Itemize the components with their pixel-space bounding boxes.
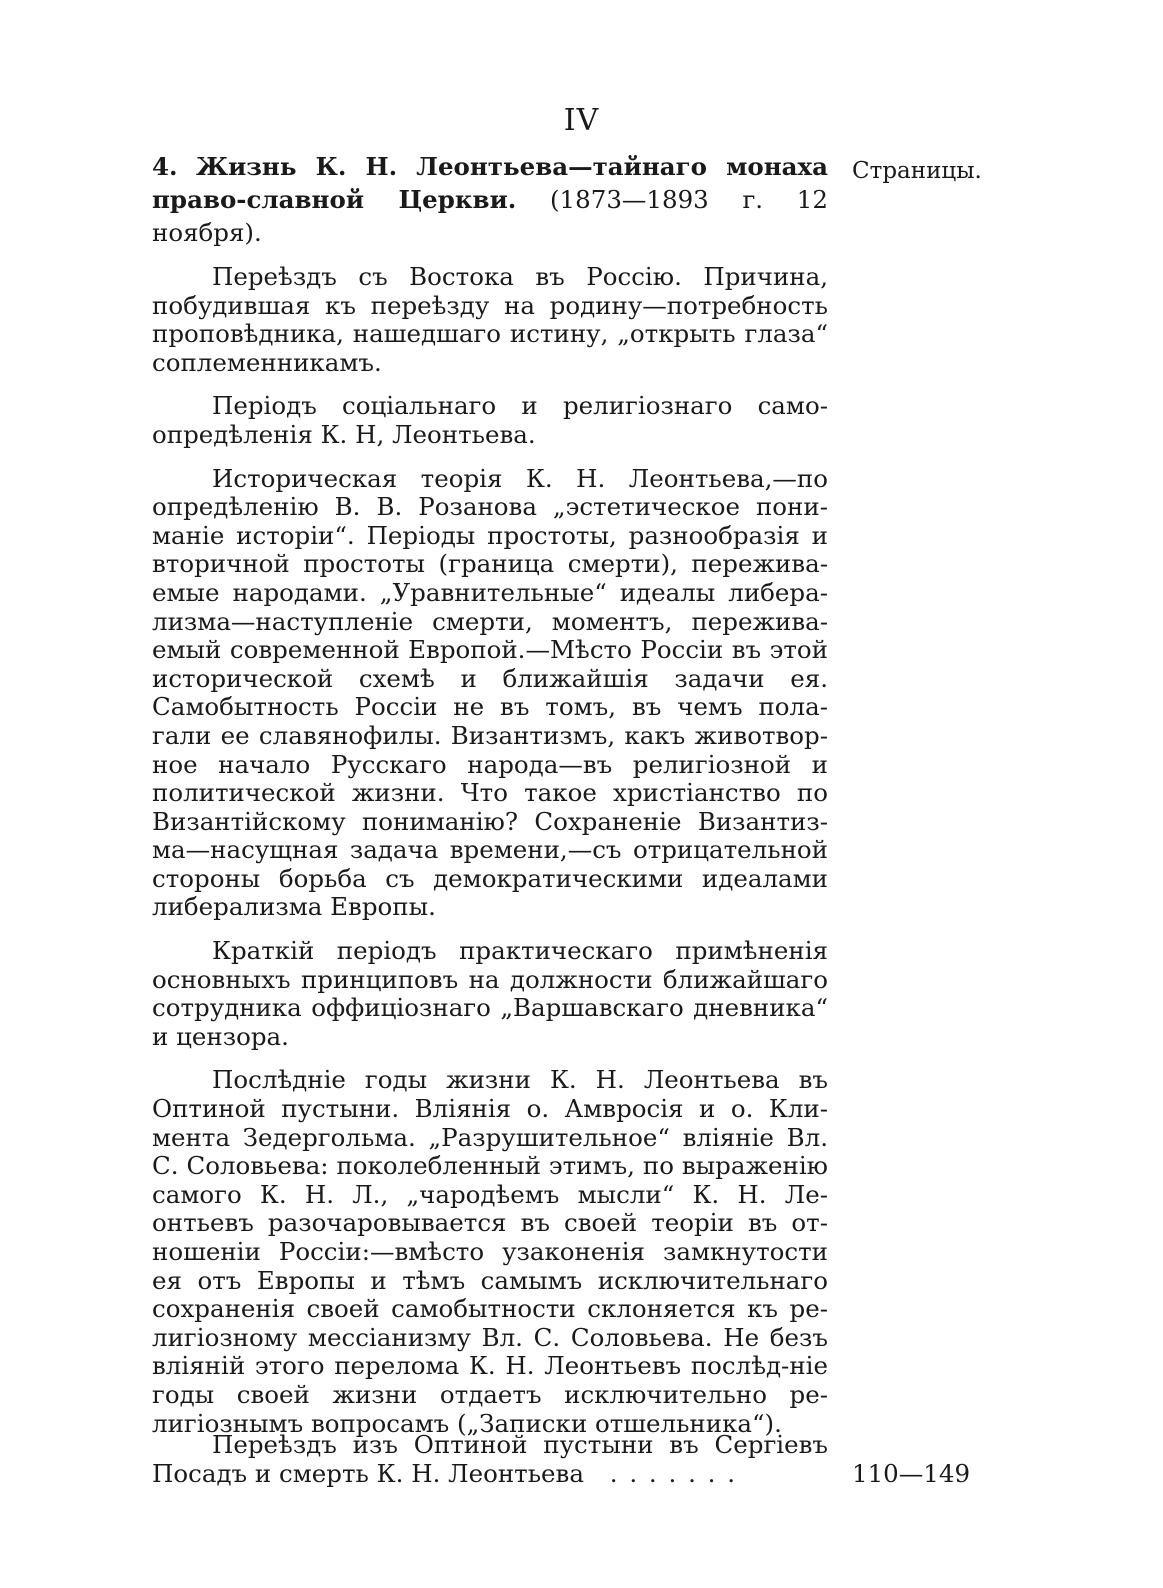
section-dates: (1873—1893 г. 12 ноября). bbox=[152, 185, 828, 247]
paragraph-warsaw-diary: Краткій періодъ практическаго примѣненія основныхъ принциповъ на должности ближайшаго сотрудника оффиціознаго „Варшавскаго дневника“ и цензора. bbox=[152, 936, 828, 1051]
paragraph-historical-theory: Историческая теорія К. Н. Леонтьева,—по опредѣленію В. В. Розанова „эстетическое пони-маніе исторіи“. Періоды простоты, разнообразія и вторичной простоты (граница смерти), пережива-емые народами. „Уравнительные“ идеалы либера-лизма—наступленіе смерти, моментъ, пережива-емый современной Европой.—Мѣсто Россіи въ этой исторической схемѣ и ближайшія задачи ея. Самобытность Россіи не въ томъ, въ чемъ пола-гали ее славянофилы. Византизмъ, какъ животвор-ное начало Русскаго народа—въ религіозной и политической жизни. Что такое христіанство по Византійскому пониманію? Сохраненіе Византиз-ма—насущная задача времени,—съ отрицательной стороны борьба съ демократическими идеалами либерализма Европы. bbox=[152, 463, 828, 922]
pages-column-label: Страницы. bbox=[852, 158, 982, 184]
final-entry bbox=[152, 1431, 828, 1488]
paragraph-move-to-russia: Переѣздъ съ Востока въ Россію. Причина, побудившая къ переѣзду на родину—потребность проповѣдника, нашедшаго истину, „открыть глаза“ соплеменникамъ. bbox=[152, 262, 828, 377]
final-entry-line-2 bbox=[152, 1460, 828, 1489]
contents-body bbox=[152, 150, 828, 1453]
paragraph-self-determination: Періодъ соціальнаго и религіознаго само-опредѣленія К. Н, Леонтьева. bbox=[152, 391, 828, 449]
final-entry-line-1: Переѣздъ изъ Оптиной пустыни въ Сергіевъ bbox=[212, 1430, 828, 1459]
section-title: Жизнь К. Н. Леонтьева—тайнаго монаха право-славной Церкви. bbox=[152, 152, 828, 214]
dot-leader: . . . . . . . bbox=[609, 1458, 738, 1488]
section-heading bbox=[152, 150, 828, 249]
paragraph-optina-years: Послѣдніе годы жизни К. Н. Леонтьева въ Оптиной пустыни. Вліянія о. Амвросія и о. Кли-мента Зедергольма. „Разрушительное“ вліяніе Вл. С. Соловьева: поколебленный этимъ, по выраженію самого К. Н. Л., „чародѣемъ мысли“ К. Н. Ле-онтьевъ разочаровывается въ своей теоріи въ от-ношеніи Россіи:—вмѣсто узаконенія замкнутости ея отъ Европы и тѣмъ самымъ исключительнаго сохраненія своей самобытности склоняется къ ре-лигіозному мессіанизму Вл. С. Соловьева. Не безъ вліяній этого перелома К. Н. Леонтьевъ послѣд-ніе годы своей жизни отдаетъ исключительно ре-лигіознымъ вопросамъ („Записки отшельника“). bbox=[152, 1065, 828, 1438]
section-number: 4. bbox=[152, 152, 178, 181]
page-range: 110—149 bbox=[852, 1459, 971, 1488]
page-number: IV bbox=[563, 103, 600, 138]
final-entry-text: Посадъ и смерть К. Н. Леонтьева bbox=[152, 1458, 584, 1488]
